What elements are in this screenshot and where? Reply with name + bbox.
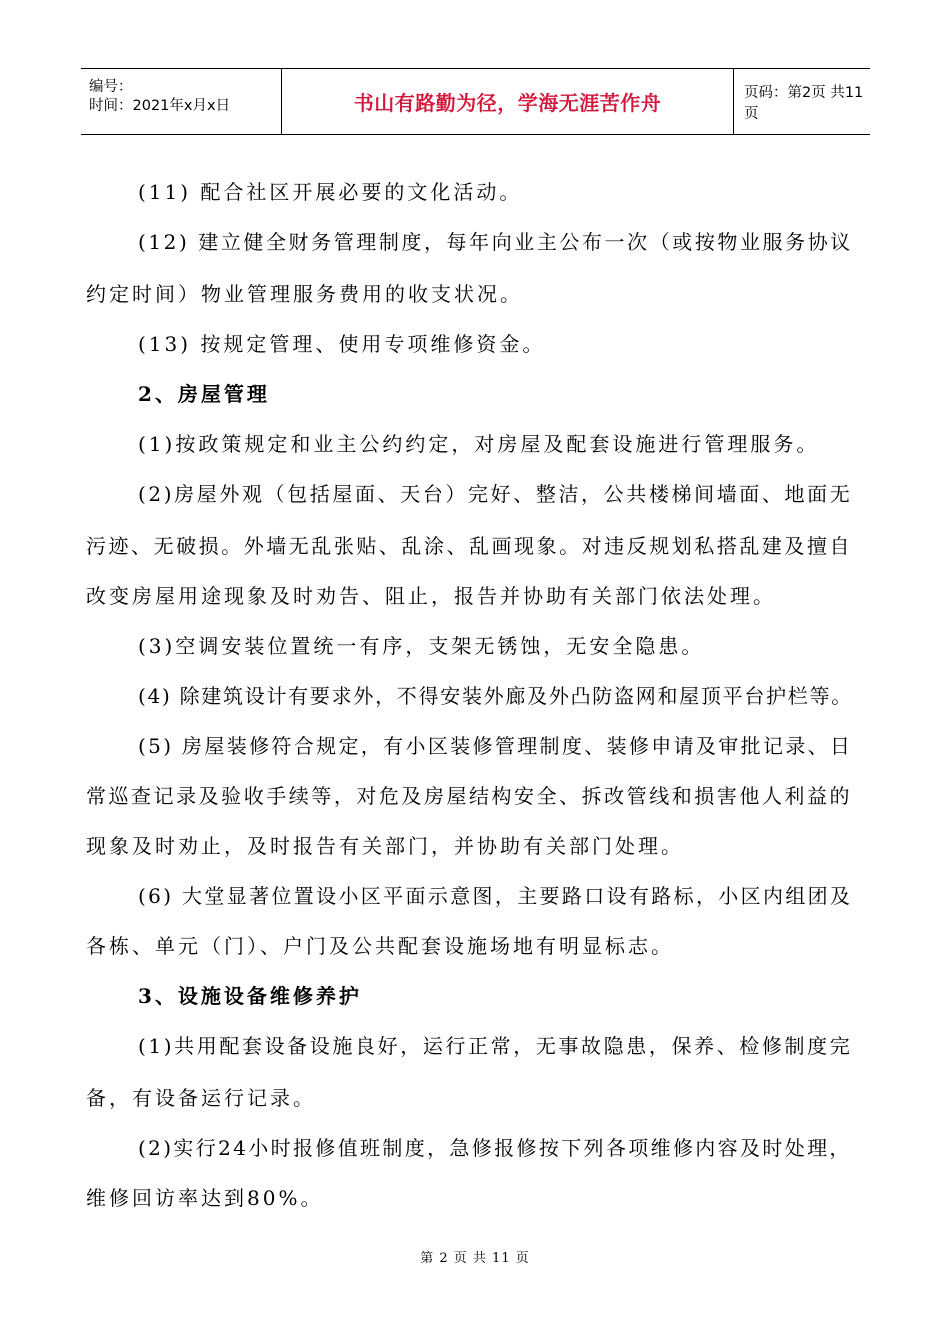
paragraph-line: (11) 配合社区开展必要的文化活动。 xyxy=(138,180,523,204)
paragraph-line: (13) 按规定管理、使用专项维修资金。 xyxy=(138,332,546,356)
header-meta-cell xyxy=(81,69,282,134)
paragraph-line: 改变房屋用途现象及时劝告、阻止，报告并协助有关部门依法处理。 xyxy=(86,584,776,608)
paragraph-line: 备，有设备运行记录。 xyxy=(86,1086,316,1110)
section-heading: 3、设施设备维修养护 xyxy=(138,984,362,1008)
document-number-label: 编号： xyxy=(89,79,133,95)
paragraph-line: (2)实行24小时报修值班制度，急修报修按下列各项维修内容及时处理， xyxy=(138,1136,852,1160)
paragraph-line: 常巡查记录及验收手续等，对危及房屋结构安全、拆改管线和损害他人利益的 xyxy=(86,784,852,808)
paragraph-line: (1)共用配套设备设施良好，运行正常，无事故隐患，保养、检修制度完 xyxy=(138,1034,853,1058)
paragraph-line: (1)按政策规定和业主公约约定，对房屋及配套设施进行管理服务。 xyxy=(138,432,820,456)
paragraph-line: (4) 除建筑设计有要求外，不得安装外廊及外凸防盗网和屋顶平台护栏等。 xyxy=(138,684,853,708)
paragraph-line: 污迹、无破损。外墙无乱张贴、乱涂、乱画现象。对违反规划私搭乱建及擅自 xyxy=(86,534,852,558)
paragraph-line: (2)房屋外观（包括屋面、天台）完好、整洁，公共楼梯间墙面、地面无 xyxy=(138,482,853,506)
document-date-label: 时间：2021年x月x日 xyxy=(89,98,231,114)
header-page-cell xyxy=(734,69,870,134)
paragraph-line: (12) 建立健全财务管理制度，每年向业主公布一次（或按物业服务协议 xyxy=(138,230,853,254)
paragraph-line: (3)空调安装位置统一有序，支架无锈蚀，无安全隐患。 xyxy=(138,634,705,658)
section-heading: 2、房屋管理 xyxy=(138,382,270,406)
page-header xyxy=(81,68,870,135)
paragraph-line: 各栋、单元（门）、户门及公共配套设施场地有明显标志。 xyxy=(86,934,674,958)
paragraph-line: 维修回访率达到80%。 xyxy=(86,1186,324,1210)
page-footer: 第 2 页 共 11 页 xyxy=(420,1251,530,1266)
paragraph-line: (6) 大堂显著位置设小区平面示意图，主要路口设有路标，小区内组团及 xyxy=(138,884,853,908)
motto-text: 书山有路勤为径，学海无涯苦作舟 xyxy=(353,91,662,115)
paragraph-line: (5) 房屋装修符合规定，有小区装修管理制度、装修申请及审批记录、日 xyxy=(138,734,853,758)
paragraph-line: 约定时间）物业管理服务费用的收支状况。 xyxy=(86,282,523,306)
page-info: 页码：第2页 共11页 xyxy=(744,84,864,122)
paragraph-line: 现象及时劝止，及时报告有关部门，并协助有关部门处理。 xyxy=(86,834,684,858)
header-motto-cell xyxy=(282,69,734,134)
